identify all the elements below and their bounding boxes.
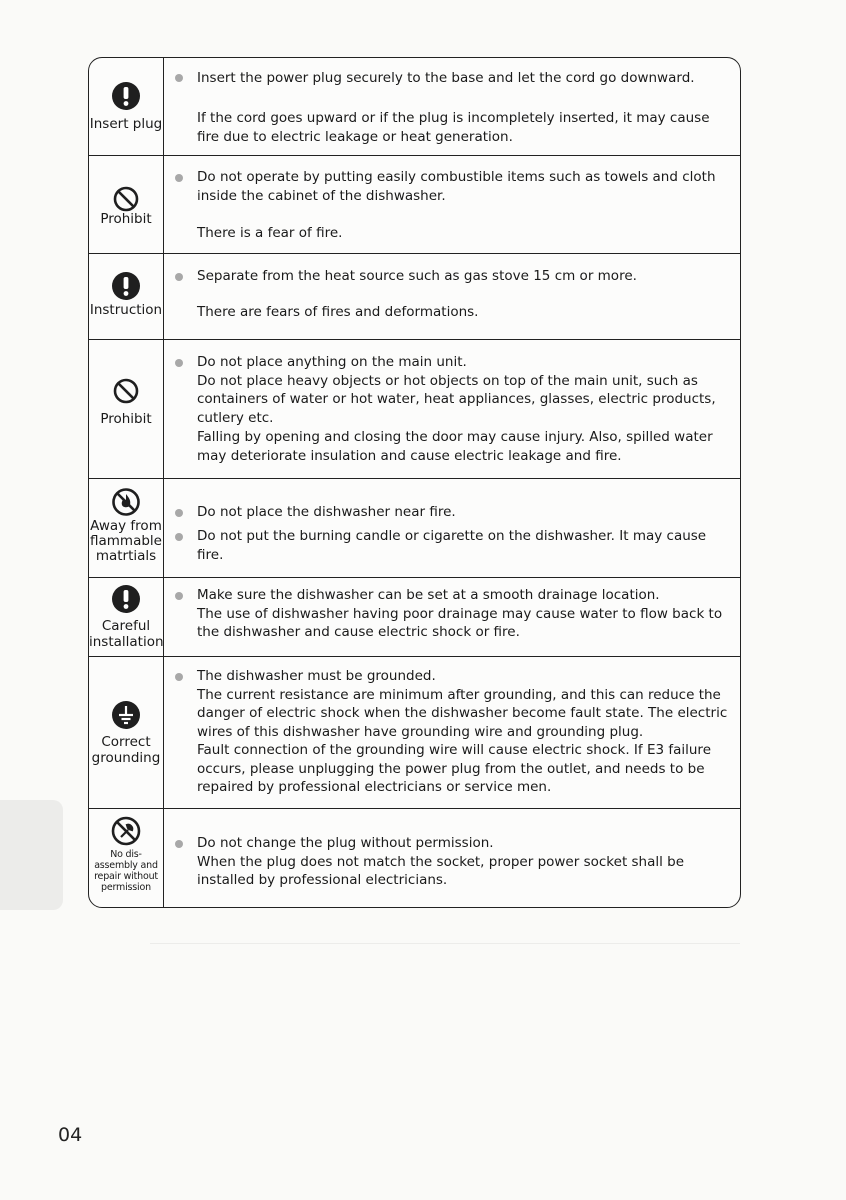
no-flame-icon [112, 488, 140, 516]
table-row [89, 809, 740, 908]
note-text: There is a fear of fire. [197, 225, 343, 241]
note-text: If the cord goes upward or if the plug is incompletely inserted, it may cause fire due to electric leakage or heat generation. [197, 110, 710, 145]
exclamation-icon [111, 271, 141, 301]
row-label: Correct grounding [91, 734, 161, 766]
bullet-text: Do not change the plug without permission. When the plug does not match the socket, proper power socket shall be installed by professional electricians. [197, 835, 685, 888]
text-cell [164, 156, 740, 253]
show-through-text [150, 925, 740, 1054]
bullet-text: Do not place anything on the main unit. Do not place heavy objects or hot objects on top of the main unit, such as containers of water or hot water, heat appliances, glasses, electric products, cutlery etc. [197, 354, 716, 426]
text-cell [164, 58, 740, 155]
table-row [89, 479, 740, 578]
bullet-dot [175, 840, 183, 848]
table-row [89, 578, 740, 657]
bullet-text: Do not operate by putting easily combustible items such as towels and cloth inside the cabinet of the dishwasher. [197, 169, 716, 204]
text-cell [164, 578, 740, 656]
table-row [89, 254, 740, 340]
icon-cell [89, 809, 164, 908]
icon-cell [89, 340, 164, 478]
bullet-dot [175, 359, 183, 367]
bullet-dot [175, 74, 183, 82]
bullet-dot [175, 174, 183, 182]
row-label: Prohibit [100, 211, 152, 227]
no-disassembly-icon [111, 816, 141, 846]
bullet-dot [175, 592, 183, 600]
bullet-dot [175, 509, 183, 517]
bullet-dot [175, 273, 183, 281]
icon-cell [89, 479, 164, 577]
bullet-text: The dishwasher must be grounded. The current resistance are minimum after grounding, and this can reduce the danger of electric shock when the dishwasher become fault state. The electric wires of this dishwasher have grounding wire and grounding plug. Fault connection of the grounding wire will cause electric shock. If E3 failure occurs, please unplugging the power plug from the outlet, and needs to be repaired by professional electricians or service men. [197, 668, 728, 795]
table-row [89, 58, 740, 156]
bullet-text: Do not put the burning candle or cigarette on the dishwasher. It may cause fire. [197, 528, 707, 563]
row-label: Careful installation [89, 618, 164, 650]
table-row [89, 340, 740, 479]
icon-cell [89, 657, 164, 808]
row-label: No dis-assembly and repair without permission [94, 849, 158, 893]
bullet-text: Insert the power plug securely to the base and let the cord go downward. [197, 70, 695, 86]
table-row [89, 657, 740, 809]
bullet-dot [175, 673, 183, 681]
row-label: Prohibit [100, 411, 152, 427]
text-cell [164, 657, 740, 808]
ground-icon [111, 700, 141, 730]
icon-cell [89, 578, 164, 656]
exclamation-icon [111, 81, 141, 111]
prohibit-icon [113, 186, 139, 212]
bullet-text: Do not place the dishwasher near fire. [197, 504, 456, 520]
table-row [89, 156, 740, 254]
row-label: Away from flammable matrtials [90, 518, 162, 564]
icon-cell [89, 254, 164, 339]
icon-cell [89, 58, 164, 155]
text-cell [164, 254, 740, 339]
row-label: Instruction [89, 302, 163, 318]
bullet-text: Separate from the heat source such as gas stove 15 cm or more. [197, 268, 637, 284]
prohibit-icon [113, 378, 139, 404]
page-edge-tab [0, 800, 63, 910]
bullet-dot [175, 533, 183, 541]
text-cell [164, 479, 740, 577]
exclamation-icon [111, 584, 141, 614]
page-number: 04 [58, 1124, 83, 1146]
safety-table [88, 57, 741, 908]
text-cell [164, 809, 740, 908]
note-text: Falling by opening and closing the door may cause injury. Also, spilled water may deteriorate insulation and cause electric leakage and fire. [197, 429, 713, 464]
text-cell [164, 340, 740, 478]
row-label: Insert plug [89, 116, 163, 132]
note-text: There are fears of fires and deformations. [197, 304, 479, 320]
icon-cell [89, 156, 164, 253]
bullet-text: Make sure the dishwasher can be set at a smooth drainage location. The use of dishwasher having poor drainage may cause water to flow back to the dishwasher and cause electric shock or fire. [197, 587, 723, 640]
